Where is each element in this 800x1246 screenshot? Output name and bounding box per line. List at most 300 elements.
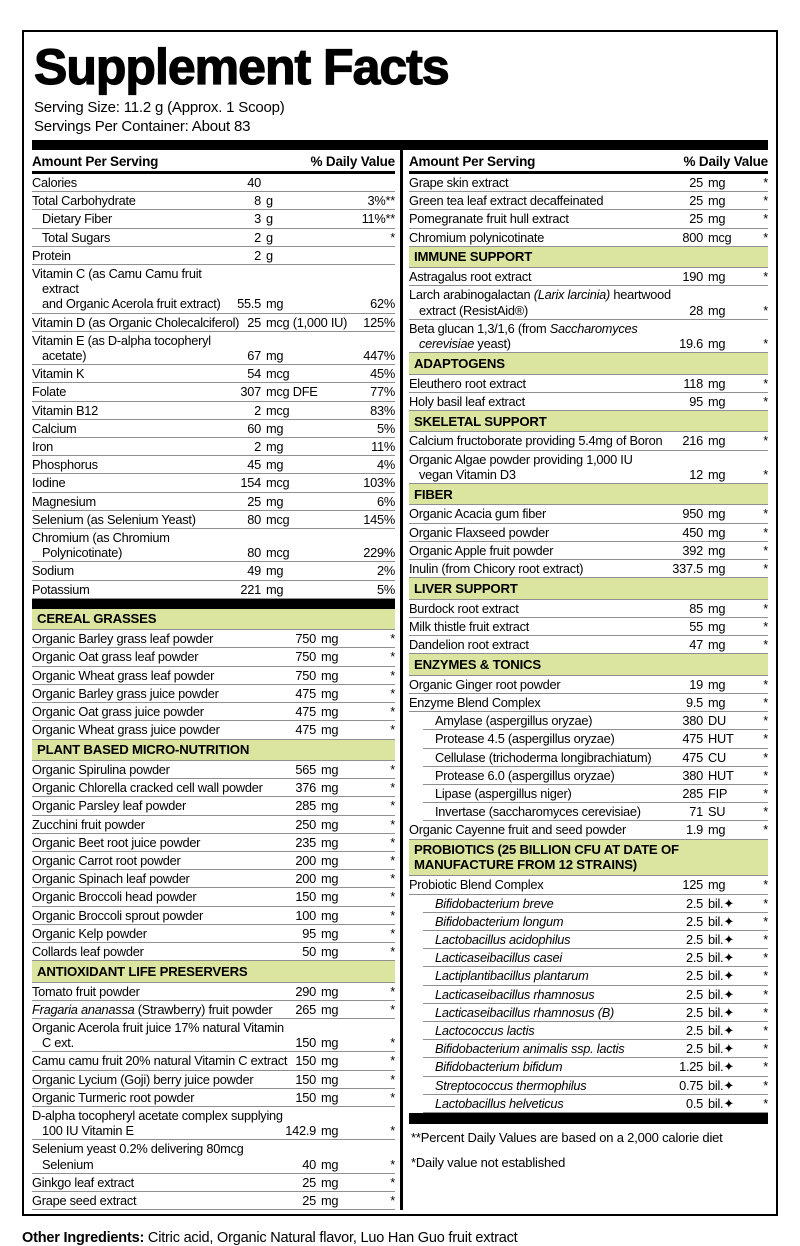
amount-unit: mg	[321, 852, 339, 868]
ingredient-row	[423, 803, 768, 821]
amount-unit: mg	[708, 269, 726, 285]
daily-value: *	[763, 968, 768, 984]
amount-value: 19.6	[679, 336, 703, 352]
amount-unit: mg	[708, 637, 726, 653]
serving-size: Serving Size: 11.2 g (Approx. 1 Scoop)	[34, 99, 285, 116]
amount-value: 190	[682, 269, 703, 285]
amount-unit: HUT	[708, 767, 734, 783]
amount-unit: mcg	[708, 229, 732, 245]
amount-value: 28	[689, 302, 703, 318]
daily-value: *	[763, 542, 768, 558]
ingredient-name: Organic Apple fruit powder	[409, 542, 554, 558]
ingredient-name: Holy basil leaf extract	[409, 393, 525, 409]
amount-value: 2.5	[685, 968, 703, 984]
daily-value: *	[763, 785, 768, 801]
daily-value: 11%**	[361, 211, 395, 227]
ingredient-row	[423, 1004, 768, 1022]
ingredient-name: Green tea leaf extract decaffeinated	[409, 193, 604, 209]
amount-unit: mg	[321, 907, 339, 923]
amount-value: 1.25	[679, 1059, 703, 1075]
ingredient-name: Magnesium	[32, 493, 96, 509]
ingredient-row	[32, 420, 395, 438]
amount-value: 40	[302, 1156, 316, 1172]
amount-unit: mg	[321, 1053, 339, 1069]
daily-value: *	[390, 852, 395, 868]
amount-unit: mg	[708, 193, 726, 209]
daily-value: 125%	[363, 314, 395, 330]
amount-unit: mg	[708, 877, 726, 893]
daily-value: *	[390, 667, 395, 683]
daily-value: *	[763, 336, 768, 352]
ingredient-row	[32, 529, 395, 562]
ingredient-name: Grape seed extract	[32, 1192, 137, 1208]
ingredient-name: Organic Oat grass juice powder	[32, 704, 204, 720]
amount-unit: mg	[708, 506, 726, 522]
ingredient-row	[32, 888, 395, 906]
amount-unit: mcg	[266, 511, 290, 527]
ingredient-row	[32, 438, 395, 456]
ingredient-name: Lacticaseibacillus rhamnosus	[435, 986, 595, 1002]
amount-value: 80	[247, 511, 261, 527]
amount-value: 8	[254, 193, 261, 209]
section-header: FIBER	[409, 484, 768, 505]
amount-value: 376	[295, 780, 316, 796]
daily-value: *	[763, 1022, 768, 1038]
ingredient-name: Total Sugars	[42, 229, 111, 245]
daily-value: *	[390, 1001, 395, 1017]
daily-value: *	[390, 1053, 395, 1069]
ingredient-name: Inulin (from Chicory root extract)	[409, 561, 584, 577]
amount-unit: CU	[708, 749, 726, 765]
ingredient-name: Lactococcus lactis	[435, 1022, 535, 1038]
ingredient-name: Vitamin K	[32, 366, 85, 382]
amount-unit: mg	[321, 816, 339, 832]
amount-value: 750	[295, 667, 316, 683]
ingredient-name: Organic Ginger root powder	[409, 676, 561, 692]
ingredient-row	[409, 524, 768, 542]
panel-title: Supplement Facts	[34, 39, 449, 95]
ingredient-name: Organic Kelp powder	[32, 925, 147, 941]
amount-value: 125	[682, 877, 703, 893]
amount-unit: bil.✦	[708, 1041, 734, 1057]
ingredient-row	[409, 600, 768, 618]
amount-value: 0.75	[679, 1077, 703, 1093]
ingredient-name: Organic Lycium (Goji) berry juice powder	[32, 1071, 254, 1087]
daily-value: *	[763, 1059, 768, 1075]
amount-unit: mg	[321, 780, 339, 796]
footnote: **Percent Daily Values are based on a 2,000 calorie diet	[411, 1129, 723, 1145]
amount-value: 200	[295, 852, 316, 868]
amount-value: 2.5	[685, 895, 703, 911]
daily-value: *	[763, 950, 768, 966]
daily-value: *	[390, 889, 395, 905]
daily-value: *	[763, 1077, 768, 1093]
ingredient-name: Cellulase (trichoderma longibrachiatum)	[435, 749, 652, 765]
daily-value: *	[763, 676, 768, 692]
ingredient-row	[32, 907, 395, 925]
daily-value: 447%	[363, 348, 395, 364]
daily-value: *	[390, 722, 395, 738]
ingredient-row	[423, 749, 768, 767]
daily-value: *	[390, 631, 395, 647]
daily-value: *	[390, 798, 395, 814]
daily-value: *	[390, 685, 395, 701]
daily-value: *	[763, 804, 768, 820]
amount-unit: mcg	[266, 402, 290, 418]
daily-value: *	[763, 731, 768, 747]
daily-value: 83%	[370, 402, 395, 418]
ingredient-row	[409, 286, 768, 319]
amount-value: 25	[689, 211, 703, 227]
amount-value: 49	[247, 563, 261, 579]
ingredient-row	[32, 1071, 395, 1089]
ingredient-row	[32, 332, 395, 365]
daily-value: *	[763, 211, 768, 227]
amount-unit: mg	[321, 761, 339, 777]
amount-value: 475	[295, 685, 316, 701]
amount-value: 142.9	[285, 1123, 316, 1139]
ingredient-name: Invertase (saccharomyces cerevisiae)	[435, 804, 641, 820]
daily-value: *	[763, 506, 768, 522]
ingredient-name: Organic Spinach leaf powder	[32, 871, 190, 887]
daily-value: *	[390, 1156, 395, 1172]
amount-value: 118	[683, 375, 703, 391]
amount-value: 95	[302, 925, 316, 941]
daily-value: 11%	[371, 439, 395, 455]
right-rows	[409, 174, 768, 1175]
daily-value: *	[763, 1095, 768, 1111]
section-header: ENZYMES & TONICS	[409, 654, 768, 675]
daily-value: *	[390, 834, 395, 850]
daily-value: *	[763, 302, 768, 318]
ingredient-name: Organic Parsley leaf powder	[32, 798, 186, 814]
amount-value: 221	[240, 581, 261, 597]
daily-value: *	[390, 1174, 395, 1190]
ingredient-row	[32, 493, 395, 511]
amount-unit: g	[266, 229, 273, 245]
ingredient-row	[32, 703, 395, 721]
daily-value: *	[763, 561, 768, 577]
ingredient-name: Amylase (aspergillus oryzae)	[435, 713, 593, 729]
amount-unit: mg	[266, 581, 284, 597]
ingredient-name: Chromium (as Chromium Polynicotinate)	[32, 530, 170, 561]
ingredient-row	[32, 1089, 395, 1107]
amount-unit: mcg	[266, 475, 290, 491]
ingredient-name: Lactobacillus acidophilus	[435, 931, 571, 947]
ingredient-name: Dietary Fiber	[42, 211, 112, 227]
amount-unit: mg	[321, 1156, 339, 1172]
daily-value: *	[390, 983, 395, 999]
ingredient-name: Protein	[32, 247, 71, 263]
daily-value: *	[390, 780, 395, 796]
daily-value: *	[390, 1035, 395, 1051]
other-ingredients	[22, 1230, 778, 1246]
ingredient-row	[423, 967, 768, 985]
other-ingredients-text: Citric acid, Organic Natural flavor, Luo Han Guo fruit extract	[144, 1230, 518, 1246]
ingredient-name: Folate	[32, 384, 67, 400]
amount-value: 2.5	[685, 950, 703, 966]
ingredient-name: Protease 4.5 (aspergillus oryzae)	[435, 731, 615, 747]
amount-value: 1.9	[685, 822, 703, 838]
amount-value: 475	[295, 722, 316, 738]
amount-value: 95	[689, 393, 703, 409]
amount-unit: mg	[321, 685, 339, 701]
daily-value: *	[763, 822, 768, 838]
ingredient-name: Probiotic Blend Complex	[409, 877, 544, 893]
amount-unit: mg	[708, 375, 726, 391]
amount-value: 25	[247, 314, 261, 330]
ingredient-row	[32, 834, 395, 852]
amount-value: 250	[295, 816, 316, 832]
amount-unit: FIP	[708, 785, 728, 801]
ingredient-name: Bifidobacterium longum	[435, 913, 564, 929]
amount-value: 285	[682, 785, 703, 801]
ingredient-row	[409, 268, 768, 286]
ingredient-name: Organic Flaxseed powder	[409, 524, 550, 540]
daily-value: 103%	[363, 475, 395, 491]
amount-value: 475	[295, 704, 316, 720]
amount-value: 85	[689, 600, 703, 616]
section-header: IMMUNE SUPPORT	[409, 247, 768, 268]
ingredient-row	[32, 648, 395, 666]
amount-unit: mg	[321, 1001, 339, 1017]
amount-unit: DU	[708, 713, 726, 729]
ingredient-row	[409, 876, 768, 894]
amount-unit: mg	[708, 175, 726, 190]
amount-value: 2	[254, 402, 261, 418]
amount-value: 2	[254, 229, 261, 245]
daily-value: *	[763, 618, 768, 634]
ingredient-name: Calcium fructoborate providing 5.4mg of Boron	[409, 433, 663, 449]
amount-unit: bil.✦	[708, 1095, 734, 1111]
daily-value: *	[390, 1071, 395, 1087]
amount-unit: mg	[321, 1123, 339, 1139]
amount-value: 9.5	[685, 694, 703, 710]
ingredient-name: Bifidobacterium bifidum	[435, 1059, 563, 1075]
amount-unit: mg	[266, 420, 284, 436]
ingredient-row	[32, 402, 395, 420]
daily-value: 45%	[370, 366, 395, 382]
ingredient-row	[409, 229, 768, 247]
ingredient-name: Total Carbohydrate	[32, 193, 136, 209]
ingredient-name: Bifidobacterium breve	[435, 895, 554, 911]
left-column	[32, 150, 400, 1210]
ingredient-row	[32, 1052, 395, 1070]
section-header: PROBIOTICS (25 BILLION CFU AT DATE OF MANUFACTURE FROM 12 STRAINS)	[409, 840, 768, 877]
servings-per-container: Servings Per Container: About 83	[34, 117, 251, 135]
daily-value: *	[763, 193, 768, 209]
ingredient-row	[423, 1022, 768, 1040]
amount-value: 25	[689, 193, 703, 209]
amount-per-serving-header: Amount Per Serving	[32, 154, 159, 169]
amount-unit: bil.✦	[708, 1004, 734, 1020]
daily-value: *	[763, 931, 768, 947]
amount-value: 800	[682, 229, 703, 245]
daily-value: *	[763, 895, 768, 911]
amount-unit: mg	[321, 1071, 339, 1087]
ingredient-row	[32, 1107, 395, 1140]
amount-unit: bil.✦	[708, 931, 734, 947]
amount-unit: mcg	[266, 545, 290, 561]
ingredient-name: Selenium yeast 0.2% delivering 80mcg Selenium	[32, 1141, 244, 1172]
supplement-facts-panel	[22, 30, 778, 1216]
amount-unit: mg	[321, 1089, 339, 1105]
ingredient-row	[32, 474, 395, 492]
ingredient-row	[32, 210, 395, 228]
amount-value: 12	[689, 466, 703, 482]
amount-value: 25	[302, 1174, 316, 1190]
ingredient-row	[32, 943, 395, 961]
ingredient-name: Beta glucan 1,3/1,6 (from Saccharomyces cerevisiae yeast)	[409, 320, 638, 352]
amount-unit: mg	[321, 798, 339, 814]
amount-unit: mg	[321, 983, 339, 999]
amount-value: 285	[295, 798, 316, 814]
daily-value: *	[763, 694, 768, 710]
amount-value: 80	[247, 545, 261, 561]
ingredient-name: Vitamin E (as D-alpha tocopheryl acetate)	[32, 332, 211, 364]
ingredient-name: Organic Acacia gum fiber	[409, 506, 546, 522]
ingredient-name: Organic Spirulina powder	[32, 761, 170, 777]
thick-divider-bar	[32, 599, 395, 609]
daily-value: *	[390, 704, 395, 720]
daily-value: *	[390, 943, 395, 959]
amount-value: 2.5	[685, 931, 703, 947]
ingredient-row	[409, 821, 768, 839]
ingredient-row	[32, 870, 395, 888]
footnote: *Daily value not established	[411, 1155, 566, 1171]
ingredient-row	[423, 730, 768, 748]
amount-value: 290	[295, 983, 316, 999]
daily-value: *	[763, 433, 768, 449]
ingredient-row	[423, 895, 768, 913]
amount-unit: bil.✦	[708, 895, 734, 911]
ingredient-row	[32, 265, 395, 314]
amount-value: 19	[689, 676, 703, 692]
amount-value: 750	[295, 649, 316, 665]
ingredient-name: Astragalus root extract	[409, 269, 532, 285]
amount-value: 71	[689, 804, 703, 820]
amount-unit: g	[266, 247, 273, 263]
daily-value: *	[390, 1192, 395, 1208]
ingredient-name: Burdock root extract	[409, 600, 519, 616]
amount-value: 475	[682, 731, 703, 747]
daily-value: *	[763, 749, 768, 765]
amount-value: 307	[240, 384, 261, 400]
amount-unit: mg	[708, 618, 726, 634]
ingredient-row	[423, 1058, 768, 1076]
ingredient-row	[423, 712, 768, 730]
ingredient-row	[32, 779, 395, 797]
daily-value: *	[763, 524, 768, 540]
amount-value: 2	[254, 439, 261, 455]
daily-value: *	[763, 466, 768, 482]
amount-unit: bil.✦	[708, 986, 734, 1002]
amount-unit: mg	[708, 336, 726, 352]
amount-value: 100	[295, 907, 316, 923]
ingredient-name: Vitamin C (as Camu Camu fruit extract and Organic Acerola fruit extract)	[32, 266, 221, 312]
amount-unit: SU	[708, 804, 726, 820]
ingredient-name: Zucchini fruit powder	[32, 816, 145, 832]
amount-unit: mg	[708, 433, 726, 449]
ingredient-name: Organic Barley grass juice powder	[32, 685, 219, 701]
amount-value: 150	[295, 1035, 316, 1051]
ingredient-name: Vitamin D (as Organic Cholecalciferol)	[32, 314, 240, 330]
ingredient-row	[409, 505, 768, 523]
amount-unit: bil.✦	[708, 950, 734, 966]
ingredient-row	[409, 451, 768, 484]
amount-value: 337.5	[672, 561, 703, 577]
section-header: LIVER SUPPORT	[409, 578, 768, 599]
ingredient-row	[423, 913, 768, 931]
amount-value: 25	[302, 1192, 316, 1208]
ingredient-row	[409, 694, 768, 712]
amount-value: 154	[240, 475, 261, 491]
thick-divider-bar	[409, 1113, 768, 1124]
daily-value-header: % Daily Value	[310, 154, 395, 169]
amount-value: 2.5	[685, 1041, 703, 1057]
amount-per-serving-header: Amount Per Serving	[409, 154, 536, 169]
daily-value: *	[390, 761, 395, 777]
ingredient-row	[409, 636, 768, 654]
ingredient-name: Phosphorus	[32, 457, 98, 473]
ingredient-name: Organic Broccoli head powder	[32, 889, 197, 905]
daily-value: *	[763, 877, 768, 893]
amount-value: 265	[295, 1001, 316, 1017]
ingredient-row	[32, 192, 395, 210]
daily-value: *	[763, 600, 768, 616]
amount-unit: mg	[321, 722, 339, 738]
ingredient-row	[32, 852, 395, 870]
amount-unit: mcg	[266, 366, 290, 382]
ingredient-row	[409, 375, 768, 393]
amount-unit: mcg DFE	[266, 384, 318, 400]
ingredient-name: Lipase (aspergillus niger)	[435, 785, 572, 801]
ingredient-name: Streptococcus thermophilus	[435, 1077, 587, 1093]
amount-unit: mg	[266, 493, 284, 509]
daily-value: *	[390, 1123, 395, 1139]
ingredient-row	[32, 797, 395, 815]
ingredient-row	[32, 365, 395, 383]
ingredient-row	[409, 210, 768, 228]
ingredient-row	[32, 925, 395, 943]
daily-value: *	[390, 229, 395, 245]
amount-unit: mg	[708, 393, 726, 409]
amount-value: 235	[295, 834, 316, 850]
ingredient-name: Organic Broccoli sprout powder	[32, 907, 204, 923]
daily-value: *	[763, 375, 768, 391]
ingredient-row	[32, 562, 395, 580]
ingredient-row	[32, 383, 395, 401]
ingredient-name: Potassium	[32, 581, 90, 597]
ingredient-name: Grape skin extract	[409, 175, 509, 190]
amount-unit: mg	[708, 676, 726, 692]
amount-value: 150	[295, 1071, 316, 1087]
ingredient-row	[409, 432, 768, 450]
ingredient-name: Organic Chlorella cracked cell wall powder	[32, 780, 263, 796]
amount-unit: mg	[321, 1174, 339, 1190]
amount-value: 55.5	[237, 296, 261, 312]
daily-value: 77%	[370, 384, 395, 400]
daily-value: 6%	[377, 493, 395, 509]
daily-value: 2%	[377, 563, 395, 579]
daily-value: 145%	[363, 511, 395, 527]
ingredient-name: Organic Acerola fruit juice 17% natural Vitamin C ext.	[32, 1019, 284, 1051]
ingredient-name: Iodine	[32, 475, 66, 491]
amount-unit: bil.✦	[708, 1059, 734, 1075]
ingredient-name: Organic Barley grass leaf powder	[32, 631, 214, 647]
right-column	[400, 150, 768, 1210]
section-header: SKELETAL SUPPORT	[409, 411, 768, 432]
